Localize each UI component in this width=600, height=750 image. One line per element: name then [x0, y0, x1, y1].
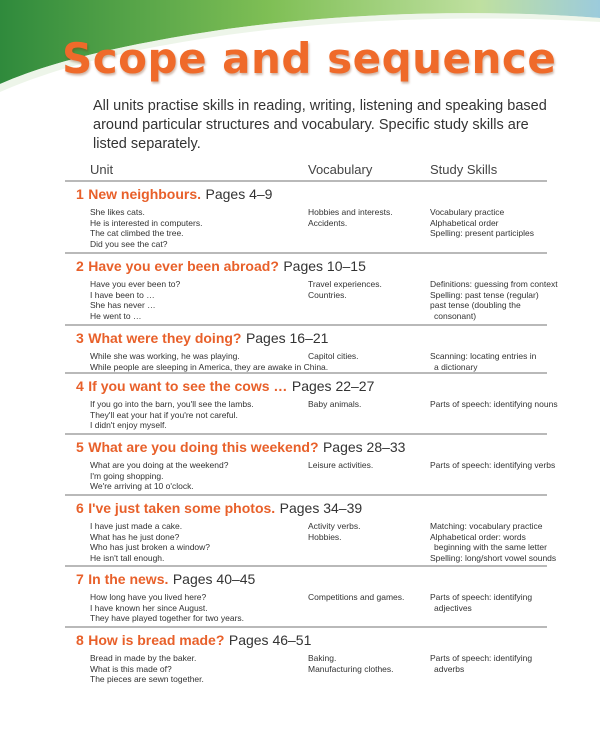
structure-line: We're arriving at 10 o'clock. [90, 481, 194, 492]
unit-pages: Pages 46–51 [228, 632, 312, 648]
unit-number: 2 [76, 258, 84, 274]
header-unit: Unit [90, 162, 114, 177]
structure-line: I have just made a cake. [90, 521, 183, 531]
unit-heading [76, 571, 255, 589]
section-divider [65, 433, 547, 435]
unit-number: 6 [76, 500, 84, 516]
structure-line: While people are sleeping in America, they are awake in China. [90, 361, 329, 372]
structure-line: I have been to … [90, 289, 155, 300]
unit-pages: Pages 40–45 [172, 571, 256, 587]
structure-line: Who has just broken a window? [90, 542, 211, 553]
vocabulary-line: Manufacturing clothes. [308, 663, 394, 674]
study-skills-column [430, 521, 590, 564]
study-skill-line: Parts of speech: identifying nouns [430, 399, 558, 409]
unit-pages: Pages 10–15 [283, 258, 366, 274]
vocabulary-line: Competitions and games. [308, 592, 405, 602]
study-skill-line: adjectives [434, 602, 472, 613]
structure-line: How long have you lived here? [90, 592, 207, 602]
unit-heading [76, 186, 272, 204]
study-skill-line: Spelling: long/short vowel sounds [430, 553, 557, 564]
structures-column [90, 351, 329, 372]
vocabulary-column [308, 207, 423, 228]
study-skill-line: beginning with the same letter [434, 542, 547, 553]
unit-number: 7 [76, 571, 84, 587]
section-divider [65, 494, 547, 496]
unit-number: 1 [76, 186, 84, 202]
structures-column [90, 521, 300, 564]
vocabulary-line: Baby animals. [308, 399, 362, 409]
unit-number: 3 [76, 330, 84, 346]
study-skill-line: Parts of speech: identifying [430, 592, 533, 602]
unit-pages: Pages 16–21 [245, 330, 329, 346]
section-divider [65, 252, 547, 254]
vocabulary-line: Hobbies. [308, 531, 342, 542]
structure-line: He went to … [90, 311, 142, 322]
unit-number: 5 [76, 439, 84, 455]
study-skills-column [430, 653, 590, 674]
study-skill-line: Definitions: guessing from context [430, 279, 558, 289]
section-divider [65, 565, 547, 567]
unit-title: In the news. [88, 571, 169, 587]
unit-title: If you want to see the cows … [88, 378, 288, 394]
study-skills-column [430, 592, 590, 613]
unit-pages: Pages 34–39 [279, 500, 363, 516]
unit-title: How is bread made? [88, 632, 225, 648]
unit-heading [76, 632, 311, 650]
structure-line: Have you ever been to? [90, 279, 181, 289]
vocabulary-line: Accidents. [308, 217, 348, 228]
vocabulary-line: Countries. [308, 289, 347, 300]
study-skill-line: Parts of speech: identifying verbs [430, 460, 556, 470]
vocabulary-line: Travel experiences. [308, 279, 382, 289]
structures-column [90, 653, 300, 685]
unit-heading [76, 378, 374, 396]
page-title: Scope and sequence [62, 34, 557, 83]
study-skill-line: Spelling: past tense (regular) [430, 289, 539, 300]
header-vocabulary: Vocabulary [308, 162, 373, 177]
structure-line: I didn't enjoy myself. [90, 420, 167, 431]
study-skills-column [430, 207, 590, 239]
structure-line: The pieces are sewn together. [90, 674, 204, 685]
unit-title: What were they doing? [88, 330, 242, 346]
vocabulary-line: Activity verbs. [308, 521, 361, 531]
structure-line: While she was working, he was playing. [90, 351, 240, 361]
vocabulary-line: Leisure activities. [308, 460, 374, 470]
structure-line: The cat climbed the tree. [90, 228, 184, 239]
structure-line: Bread in made by the baker. [90, 653, 197, 663]
unit-heading [76, 330, 328, 348]
structure-line: She likes cats. [90, 207, 145, 217]
vocabulary-column [308, 460, 423, 471]
structure-line: They'll eat your hat if you're not careful. [90, 409, 238, 420]
unit-number: 8 [76, 632, 84, 648]
vocabulary-column [308, 279, 423, 300]
section-divider [65, 180, 547, 182]
study-skill-line: Spelling: present participles [430, 228, 534, 239]
structures-column [90, 207, 300, 250]
section-divider [65, 626, 547, 628]
vocabulary-line: Hobbies and interests. [308, 207, 393, 217]
study-skill-line: Vocabulary practice [430, 207, 505, 217]
study-skills-column [430, 279, 590, 322]
structures-column [90, 592, 300, 624]
structures-column [90, 460, 300, 492]
unit-pages: Pages 4–9 [205, 186, 273, 202]
structures-column [90, 279, 300, 322]
structure-line: Did you see the cat? [90, 239, 168, 250]
unit-number: 4 [76, 378, 84, 394]
intro-paragraph: All units practise skills in reading, writing, listening and speaking based around particular structures and vocabulary. Specific study skills are listed separately. [93, 98, 547, 152]
header-study-skills: Study Skills [430, 162, 498, 177]
structure-line: What has he just done? [90, 531, 180, 542]
unit-heading [76, 439, 405, 457]
unit-title: Have you ever been abroad? [88, 258, 279, 274]
structure-line: He isn't tall enough. [90, 553, 165, 564]
structures-column [90, 399, 300, 431]
vocabulary-column [308, 592, 423, 603]
vocabulary-column [308, 399, 423, 410]
unit-heading [76, 500, 362, 518]
unit-pages: Pages 22–27 [291, 378, 375, 394]
vocabulary-column [308, 653, 423, 674]
study-skill-line: Scanning: locating entries in [430, 351, 537, 361]
study-skill-line: consonant) [434, 311, 477, 322]
unit-pages: Pages 28–33 [322, 439, 406, 455]
unit-heading [76, 258, 366, 276]
section-divider [65, 324, 547, 326]
study-skill-line: adverbs [434, 663, 465, 674]
study-skills-column [430, 351, 590, 372]
structure-line: I have known her since August. [90, 602, 208, 613]
column-headers [0, 162, 600, 180]
vocabulary-line: Baking. [308, 653, 337, 663]
study-skill-line: Parts of speech: identifying [430, 653, 533, 663]
unit-title: What are you doing this weekend? [88, 439, 319, 455]
study-skill-line: past tense (doubling the [430, 300, 521, 311]
structure-line: She has never … [90, 300, 156, 311]
study-skill-line: Alphabetical order [430, 217, 499, 228]
structure-line: I'm going shopping. [90, 470, 164, 481]
unit-title: New neighbours. [88, 186, 202, 202]
study-skill-line: Matching: vocabulary practice [430, 521, 543, 531]
unit-title: I've just taken some photos. [88, 500, 276, 516]
structure-line: If you go into the barn, you'll see the lambs. [90, 399, 254, 409]
vocabulary-column [308, 521, 423, 542]
study-skills-column [430, 399, 590, 410]
vocabulary-line: Capitol cities. [308, 351, 359, 361]
structure-line: They have played together for two years. [90, 613, 245, 624]
structure-line: What is this made of? [90, 663, 172, 674]
study-skills-column [430, 460, 590, 471]
study-skill-line: a dictionary [434, 361, 478, 372]
structure-line: What are you doing at the weekend? [90, 460, 229, 470]
vocabulary-column [308, 351, 423, 362]
structure-line: He is interested in computers. [90, 217, 203, 228]
study-skill-line: Alphabetical order: words [430, 531, 526, 542]
